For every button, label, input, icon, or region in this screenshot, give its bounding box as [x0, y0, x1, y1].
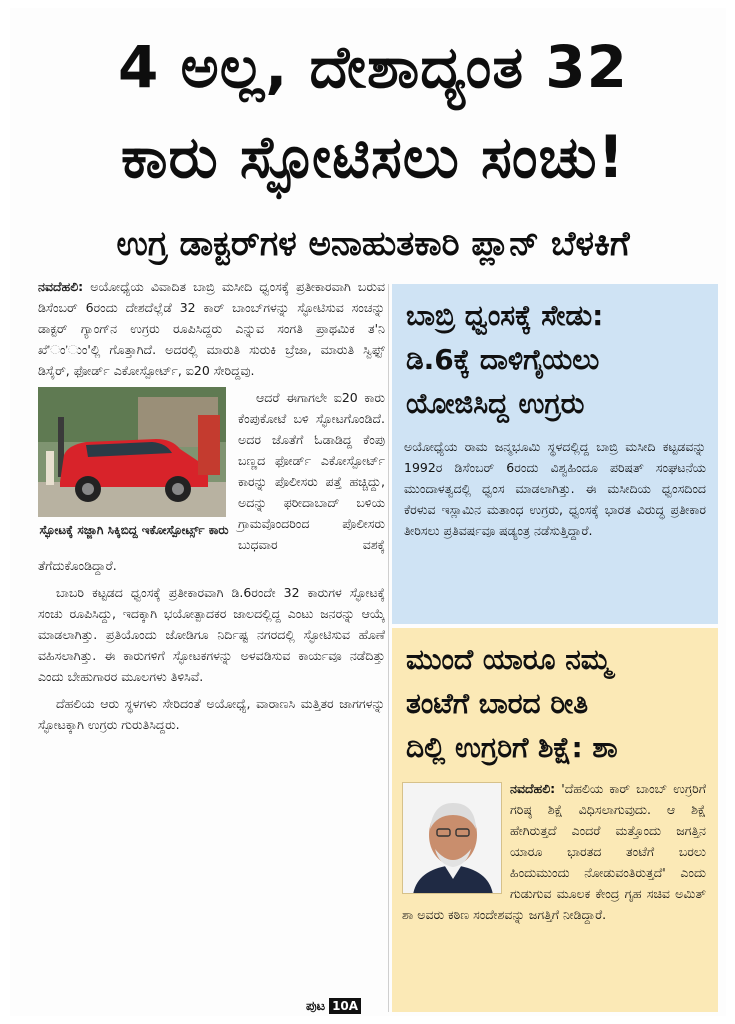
photo-caption: ಸ್ಫೋಟಕ್ಕೆ ಸಜ್ಜಾಗಿ ಸಿಕ್ಕಿಬಿದ್ದ ಇಕೋಸ್ಪೋರ್ಟ್ಸ್ ಕಾರು — [39, 523, 229, 537]
blue-headline-line-3: ಯೋಜಿಸಿದ್ದ ಉಗ್ರರು — [406, 387, 585, 420]
red-suv-image — [38, 387, 226, 517]
blue-box-body: ಅಯೋಧ್ಯೆಯ ರಾಮ ಜನ್ಮಭೂಮಿ ಸ್ಥಳದಲ್ಲಿದ್ದ ಬಾಬ್ರಿ ಮಸೀದಿ ಕಟ್ಟಡವನ್ನು 1992ರ ಡಿಸೆಂಬರ್ 6ರಂದು ವಿಶ್ವಹಿಂದೂ ಪರಿಷತ್ ಸಂಘಟನೆಯ ಮುಂದಾಳತ್ವದಲ್ಲಿ ಧ್ವಂಸ ಮಾಡಲಾಗಿತ್ತು. ಈ ಮಸೀದಿಯ ಧ್ವಂಸದಿಂದ ಕೆರಳುವ ಇಸ್ಲಾಮಿನ ಮತಾಂಧ ಉಗ್ರರು, ಧ್ವಂಸಕ್ಕೆ ಭಾರತ ವಿರುದ್ಧ ಪ್ರತೀಕಾರ ತೀರಿಸಲು ಪ್ರತಿವರ್ಷವೂ ಷಡ್ಯಂತ್ರ ನಡೆಸುತ್ತಿದ್ದಾರೆ. — [404, 439, 706, 538]
column-divider — [388, 284, 389, 1012]
car-photo-block — [38, 387, 230, 540]
amit-shah-sidebar-box — [392, 628, 718, 1012]
page-number-badge: 10A — [329, 998, 361, 1014]
yellow-body-text: 'ದೆಹಲಿಯ ಕಾರ್ ಬಾಂಬ್ ಉಗ್ರರಿಗೆ ಗರಿಷ್ಠ ಶಿಕ್ಷೆ ವಿಧಿಸಲಾಗುವುದು. ಆ ಶಿಕ್ಷೆ ಹೇಗಿರುತ್ತದೆ ಎಂದರೆ ಮತ್ತೊಂದು ಜಗತ್ತಿನ ಯಾರೂ ಭಾರತದ ತಂಟೆಗೆ ಬರಲು ಹಿಂದುಮುಂದು ನೋಡುವಂತಿರುತ್ತದೆ' ಎಂದು ಗುಡುಗುವ ಮೂಲಕ ಕೇಂದ್ರ ಗೃಹ ಸಚಿವ ಅಮಿತ್ ಶಾ ಅವರು ಕಠಿಣ ಸಂದೇಶವನ್ನು ಜಗತ್ತಿಗೆ ನೀಡಿದ್ದಾರೆ. — [402, 781, 706, 922]
paragraph-4: ದೆಹಲಿಯ ಆರು ಸ್ಥಳಗಳು ಸೇರಿದಂತೆ ಅಯೋಧ್ಯೆ, ವಾರಾಣಸಿ ಮತ್ತಿತರ ಜಾಗಗಳನ್ನು ಸ್ಫೋಟಕ್ಕಾಗಿ ಉಗ್ರರು ಗುರುತಿಸಿದ್ದರು. — [38, 696, 385, 732]
yellow-box-body — [392, 770, 718, 925]
main-story — [38, 276, 385, 1016]
yellow-headline-line-1: ಮುಂದೆ ಯಾರೂ ನಮ್ಮ — [406, 643, 612, 676]
headline-line-2: ಕಾರು ಸ್ಫೋಟಿಸಲು ಸಂಚು! — [120, 123, 626, 191]
headline-line-1: 4 ಅಲ್ಲ, ದೇಶಾದ್ಯಂತ 32 — [117, 33, 629, 101]
subheadline: ಉಗ್ರ ಡಾಕ್ಟರ್‌ಗಳ ಅನಾಹುತಕಾರಿ ಪ್ಲಾನ್ ಬೆಳಕಿಗೆ — [116, 224, 630, 264]
yellow-dateline: ನವದೆಹಲಿ: — [510, 781, 556, 796]
page-label: ಪುಟ — [306, 998, 326, 1014]
blue-headline-line-1: ಬಾಬ್ರಿ ಧ್ವಂಸಕ್ಕೆ ಸೇಡು: — [406, 299, 604, 332]
dateline: ನವದೆಹಲಿ: — [38, 279, 84, 294]
newspaper-page — [10, 8, 726, 1016]
lead-paragraph — [38, 276, 385, 381]
babri-sidebar-box — [392, 284, 718, 624]
car-photo — [38, 387, 226, 517]
lead-text: ಅಯೋಧ್ಯೆಯ ವಿವಾದಿತ ಬಾಬ್ರಿ ಮಸೀದಿ ಧ್ವಂಸಕ್ಕೆ ಪ್ರತೀಕಾರವಾಗಿ ಬರುವ ಡಿಸೆಂಬರ್ 6ರಂದು ದೇಶದೆಲ್ಲೆಡೆ 32 ಕಾರ್ ಬಾಂಬ್‌ಗಳನ್ನು ಸ್ಫೋಟಿಸುವ ಸಂಚನ್ನು ಡಾಕ್ಟರ್ ಗ್ಯಾಂಗ್‌ನ ಉಗ್ರರು ರೂಪಿಸಿದ್ದರು ಎನ್ನುವ ಸಂಗತಿ ಪ್ರಾಥಮಿಕ ತ'ನಿ ಖೆ'ಂ'ುಂ'ಲ್ಲಿ ಗೊತ್ತಾಗಿದೆ. ಅದರಲ್ಲಿ ಮಾರುತಿ ಸುರುಕಿ ಬ್ರೆಜಾ, ಮಾರುತಿ ಸ್ವಿಫ್ಟ್ ಡಿಸೈರ್, ಫೋರ್ಡ್ ಎಕೋಸ್ಪೋರ್ಟ್, ಐ20 ಸೇರಿದ್ದವು. — [38, 279, 385, 378]
blue-box-headline — [392, 284, 718, 426]
amit-shah-portrait — [402, 782, 502, 894]
paragraph-2: ಆದರೆ ಈಗಾಗಲೇ ಐ20 ಕಾರು ಕೆಂಪುಕೋಟೆ ಬಳಿ ಸ್ಫೋಟಗೊಂಡಿದೆ. ಅದರ ಜೊತೆಗೆ ಓಡಾಡಿದ್ದ ಕೆಂಪು ಬಣ್ಣದ ಫೋರ್ಡ್ ಎಕೋಸ್ಪೋರ್ಟ್ ಕಾರನ್ನು ಪೊಲೀಸರು ಪತ್ತೆ ಹಚ್ಚಿದ್ದು, ಅದನ್ನು ಫರೀದಾಬಾದ್ ಬಳಿಯ ಗ್ರಾಮವೊಂದರಿಂದ ಪೊಲೀಸರು ಬುಧವಾರ ವಶಕ್ಕೆ ತೆಗೆದುಕೊಂಡಿದ್ದಾರೆ. — [38, 390, 385, 573]
paragraph-3: ಬಾಬರಿ ಕಟ್ಟಡದ ಧ್ವಂಸಕ್ಕೆ ಪ್ರತೀಕಾರವಾಗಿ ಡಿ.6ರಂದೇ 32 ಕಾರುಗಳ ಸ್ಫೋಟಕ್ಕೆ ಸಂಚು ರೂಪಿಸಿದ್ದು, ಇದಕ್ಕಾಗಿ ಭಯೋತ್ಪಾದಕರ ಜಾಲದಲ್ಲಿದ್ದ ಎಂಟು ಜನರನ್ನು ಆಯ್ಕೆ ಮಾಡಲಾಗಿತ್ತು. ಪ್ರತಿಯೊಂದು ಜೋಡಿಗೂ ನಿರ್ದಿಷ್ಟ ನಗರದಲ್ಲಿ ಸ್ಫೋಟಿಸುವ ಹೊಣೆ ವಹಿಸಲಾಗಿತ್ತು. ಈ ಕಾರುಗಳಿಗೆ ಸ್ಫೋಟಕಗಳನ್ನು ಅಳವಡಿಸುವ ಕಾರ್ಯವೂ ನಡೆದಿತ್ತು ಎಂದು ಬೇಹುಗಾರರ ಮೂಲಗಳು ತಿಳಿಸಿವೆ. — [38, 585, 385, 684]
yellow-box-headline — [392, 628, 718, 770]
page-reference — [306, 998, 361, 1014]
yellow-headline-line-3: ದಿಲ್ಲಿ ಉಗ್ರರಿಗೆ ಶಿಕ್ಷೆ: ಶಾ — [406, 731, 618, 764]
blue-headline-line-2: ಡಿ.6ಕ್ಕೆ ದಾಳಿಗೈಯಲು — [406, 343, 600, 376]
yellow-headline-line-2: ತಂಟೆಗೆ ಬಾರದ ರೀತಿ — [406, 687, 589, 720]
portrait-image — [403, 783, 502, 894]
